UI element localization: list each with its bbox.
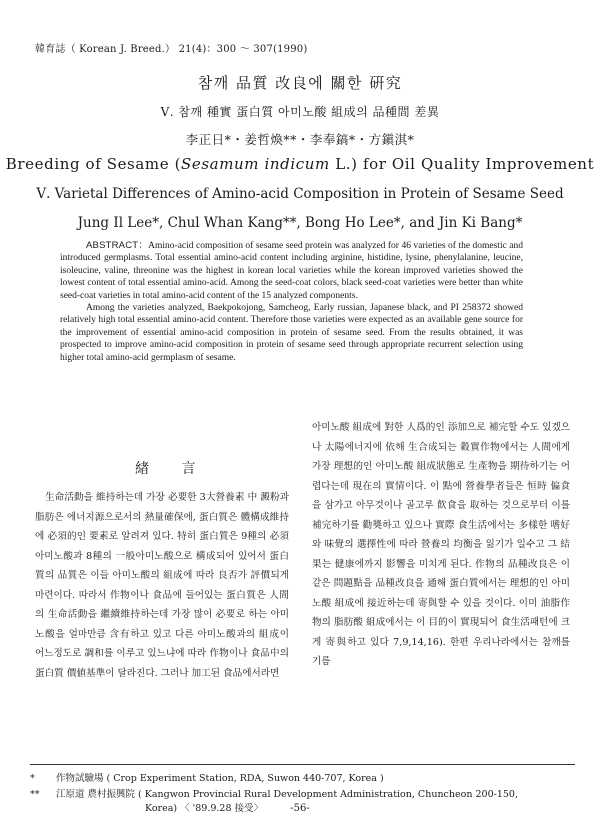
title-korean: 참깨 品質 改良에 關한 硏究 [197, 74, 403, 92]
subtitle-korean: Ⅴ. 참깨 種實 蛋白質 아미노酸 組成의 品種間 差異 [160, 105, 440, 119]
journal-header: 韓育誌（ Korean J. Breed.） 21(4)：300 ～ 307(1990) [35, 44, 308, 55]
body-left-column [35, 488, 289, 683]
footnote-1 [30, 770, 384, 784]
footnote-1-text: 作物試驗場 ( Crop Experiment Station, RDA, Suwon 440-707, Korea ) [56, 773, 384, 784]
abstract-label: ABSTRACT： [86, 240, 149, 251]
species-name: Sesamum indicum [181, 155, 330, 173]
title-en-suffix: L.) for Oil Quality Improvement [329, 155, 595, 173]
abstract-paragraph-2: Among the varieties analyzed, Baekpokojong, Samcheog, Early russian, Japanese black, and PI 258372 showed relatively high total essential amino-acid content. Therefore those varieties were expected as an available gene source for the improvement of essential amino-acid composition in protein of sesame seed. From the results obtained, it was prospected to improve amino-acid composition in protein of sesame seed through appropriate recurrent selection using higher total amino-acid germplasm of sesame. [60, 303, 523, 363]
body-right-column [312, 418, 570, 672]
footnote-2 [30, 786, 518, 800]
footnote-divider [30, 764, 575, 765]
left-column-paragraph: 生命活動을 維持하는데 가장 必要한 3大營養素 中 澱粉과 脂肪은 에너지源으로서의 熱量確保에, 蛋白質은 體構成維持에 必須的인 要素로 알려져 있다. 特히 蛋白質은 9種의 必須아미노酸과 8種의 一般아미노酸으로 構成되어 있어서 蛋白質의 品質은 이들 아미노酸의 組成에 따라 良否가 評價되게 마련이다. 따라서 作物이나 食品에 들어있는 蛋白質은 人間의 生命活動을 繼續維持하는데 가장 많이 必要로 하는 아미노酸을 얼마만큼 含有하고 있고 다른 아미노酸과의 組成이 어느정도로 調和를 이루고 있느냐에 따라 作物이나 食品中의 蛋白質 價値基準이 달라진다. 그러나 加工된 食品에서라면 [35, 492, 289, 679]
abstract-paragraph-1 [60, 240, 523, 302]
footnote-2-text: 江原道 農村振興院 ( Kangwon Provincial Rural Development Administration, Chuncheon 200-150, [56, 789, 518, 800]
title-english [0, 155, 600, 173]
authors-korean: 李正日*・姜哲煥**・李奉鎬*・方鎭淇* [185, 132, 415, 147]
page-number: -56- [290, 803, 310, 814]
footnote-1-mark: * [30, 773, 35, 784]
footnote-2-mark: ** [30, 789, 40, 800]
section-heading-introduction: 緖 言 [135, 461, 210, 477]
abstract-p1-text: Amino-acid composition of sesame seed protein was analyzed for 46 varieties of the domestic and introduced germplasms. Total essential amino-acid content including arginine, histidine, lysine, phenylalanine, leucine, isoleucine, valine, threonine was the highest in korean local varieties while the korean improved varieties showed the lowest content of total essential amino-acid. Among the seed-coat colors, black seed-coat varieties were better than white seed-coat varieties in total amino-acid content of the 15 analyzed components. [60, 241, 523, 301]
title-en-prefix: Breeding of Sesame ( [5, 155, 182, 173]
authors-english: Jung Il Lee*, Chul Whan Kang**, Bong Ho Lee*, and Jin Ki Bang* [77, 215, 523, 231]
right-column-paragraph: 아미노酸 組成에 對한 人爲的인 添加으로 補完할 수도 있겠으나 太陽에너지에 依해 生合成되는 穀實作物에서는 人間에게 가장 理想的인 아미노酸 組成狀態로 生產物을 期待하기는 어렵다는데 現在의 實情이다. 이 點에 營養學者들은 恒時 偏食을 삼가고 아무것이나 골고루 飮食을 取하는 것으로부터 이를 補完하기를 勸奬하고 있으나 實際 食生活에서는 多樣한 嗜好와 味覺의 選擇性에 따라 營養의 均衡을 잃기가 일수고 그 結果는 健康에까지 影響을 미치게 된다. 作物의 品種改良은 이같은 問題點을 品種改良을 通해 蛋白質에서는 理想的인 아미노酸 組成에 接近하는데 寄與할 수 있을 것이다. 이미 油脂作物의 脂肪酸 組成에서는 이 目的이 實現되어 食生活패턴에 크게 寄與하고 있다 7,9,14,16). 한편 우리나라에서는 참깨를 기름 [312, 422, 570, 667]
footnote-2-continued: Korea) 〈 '89.9.28 接受〉 [145, 803, 264, 814]
subtitle-english: Ⅴ. Varietal Differences of Amino-acid Composition in Protein of Sesame Seed [36, 186, 564, 202]
abstract [60, 240, 523, 364]
